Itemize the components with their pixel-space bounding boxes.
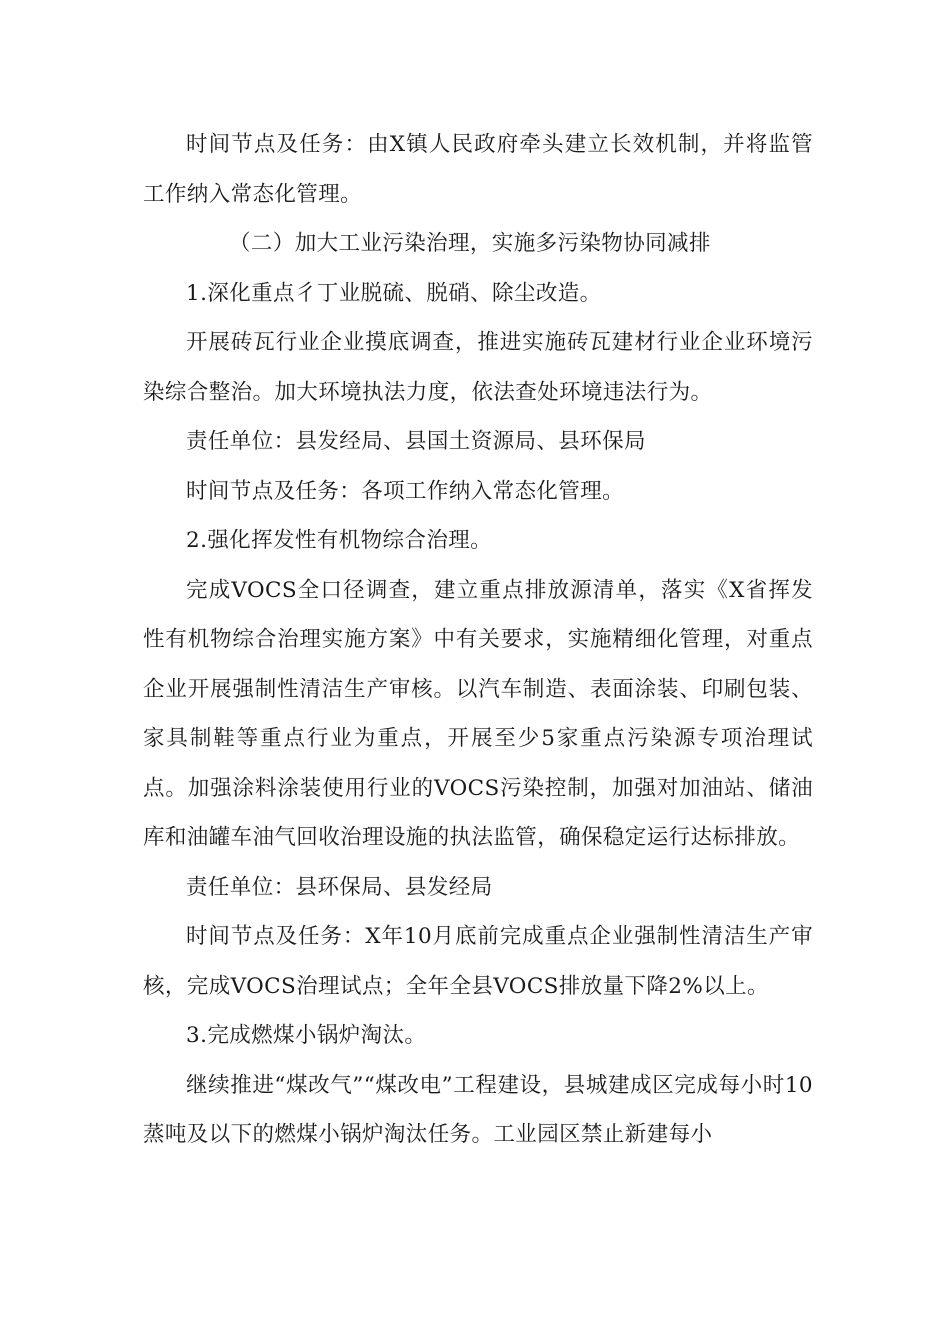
subheading-3: 3.完成燃煤小锅炉淘汰。: [186, 1023, 427, 1048]
paragraph-timeline-3: 时间节点及任务：X年10月底前完成重点企业强制性清洁生产审核，完成VOCS治理试点；全年全县VOCS排放量下降2%以上。: [143, 924, 813, 999]
paragraph-coal-boiler: 继续推进“煤改气”“煤改电”工程建设，县城建成区完成每小时10蒸吨及以下的燃煤小锅炉淘汰任务。工业园区禁止新建每小: [143, 1072, 813, 1147]
paragraph-timeline-1: 时间节点及任务：由X镇人民政府牵头建立长效机制，并将监管工作纳入常态化管理。: [143, 132, 813, 207]
document-body: [143, 120, 813, 1160]
subheading-1: 1.深化重点彳丁业脱硫、脱硝、除尘改造。: [186, 280, 602, 306]
paragraph-brick-industry: 开展砖瓦行业企业摸底调查，推进实施砖瓦建材行业企业环境污染综合整治。加大环境执法力度，依法查处环境违法行为。: [143, 330, 813, 405]
paragraph-responsible-units-1: 责任单位：县发经局、县国土资源局、县环保局: [186, 429, 646, 454]
paragraph-vocs: 完成VOCS全口径调查，建立重点排放源清单，落实《X省挥发性有机物综合治理实施方案》中有关要求，实施精细化管理，对重点企业开展强制性清洁生产审核。以汽车制造、表面涂装、印刷包装、家具制鞋等重点行业为重点，开展至少5家重点污染源专项治理试点。加强涂料涂装使用行业的VOCS污染控制，加强对加油站、储油库和油罐车油气回收治理设施的执法监管，确保稳定运行达标排放。: [143, 577, 813, 850]
subheading-2: 2.强化挥发性有机物综合治理。: [186, 528, 493, 553]
paragraph-responsible-units-2: 责任单位：县环保局、县发经局: [186, 874, 493, 900]
paragraph-timeline-2: 时间节点及任务：各项工作纳入常态化管理。: [186, 478, 625, 504]
section-heading-2: （二）加大工业污染治理，实施多污染物协同减排: [229, 231, 711, 256]
